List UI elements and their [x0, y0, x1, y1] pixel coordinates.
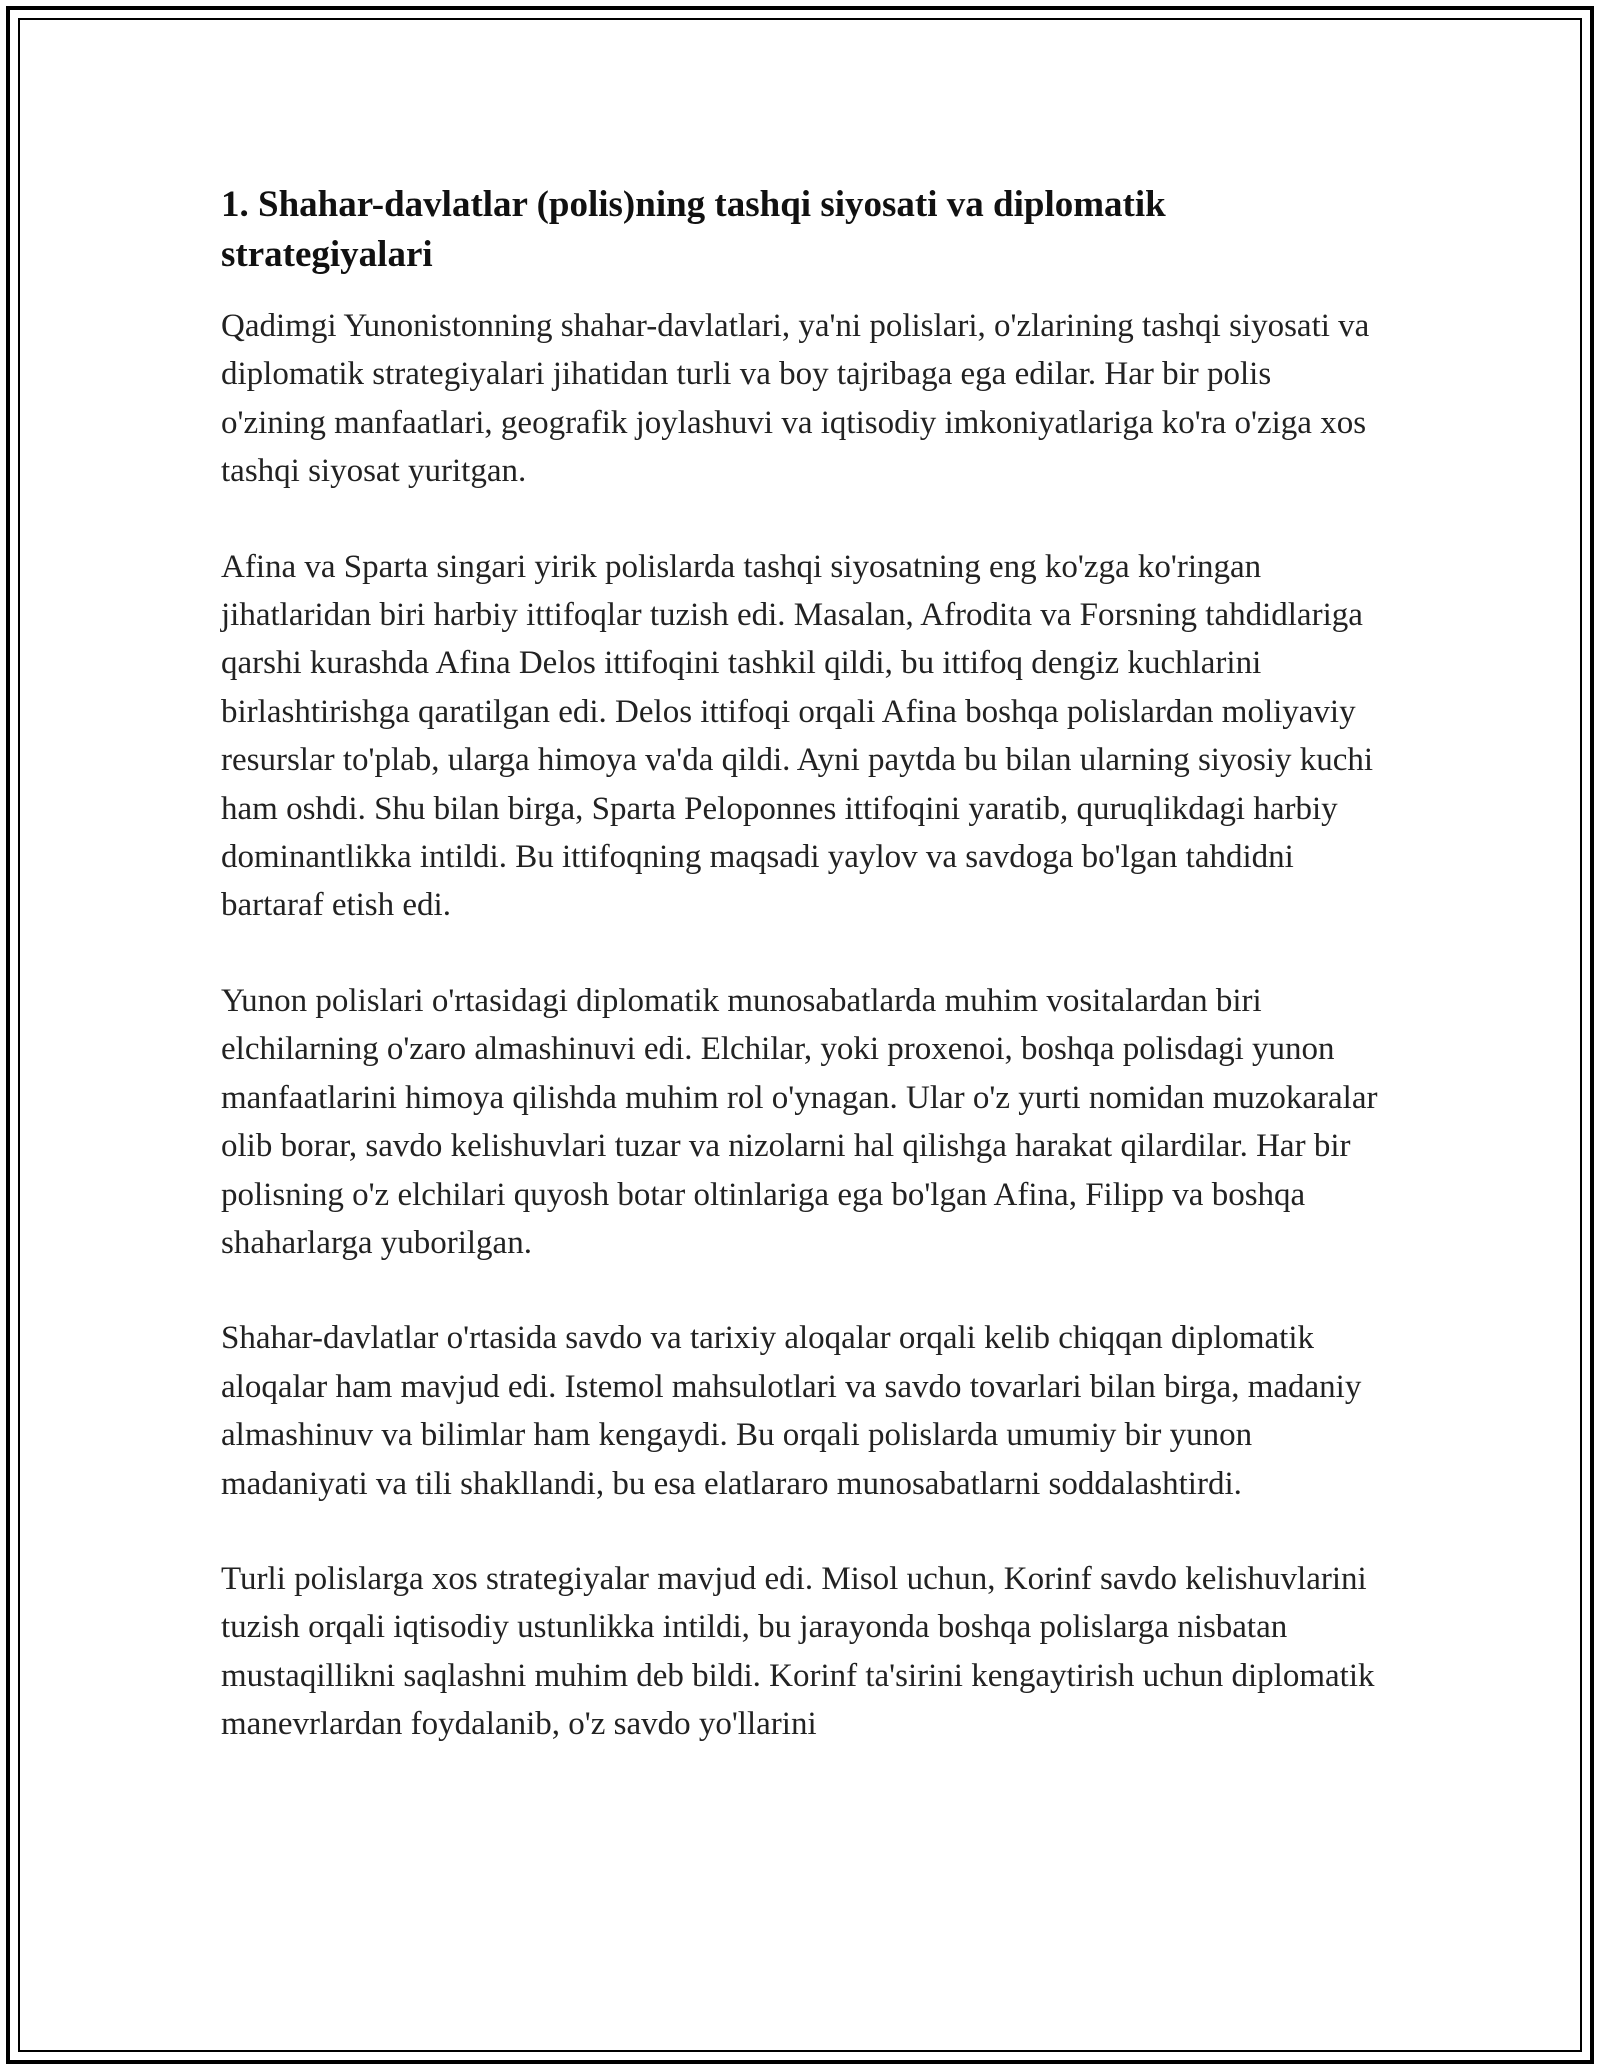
paragraph-trade-relations: Shahar-davlatlar o'rtasida savdo va tarixiy aloqalar orqali kelib chiqqan diplomatik aloqalar ham mavjud edi. Istemol mahsulotlari va savdo tovarlari bilan birga, madaniy almashinuv va bilimlar ham kengaydi. Bu orqali polislarda umumiy bir yunon madaniyati va tili shakllandi, bu esa elatlararo munosabatlarni soddalashtirdi.: [221, 1320, 1362, 1502]
section-heading: 1. Shahar-davlatlar (polis)ning tashqi siyosati va diplomatik strategiyalari: [221, 184, 1166, 275]
paragraph-intro: Qadimgi Yunonistonning shahar-davlatlari, ya'ni polislari, o'zlarining tashqi siyosati va diplomatik strategiyalari jihatidan turli va boy tajribaga ega edilar. Har bir polis o'zining manfaatlari, geografik joylashuvi va iqtisodiy imkoniyatlariga ko'ra o'ziga xos tashqi siyosat yuritgan.: [221, 308, 1370, 490]
paragraph-envoys: Yunon polislari o'rtasidagi diplomatik munosabatlarda muhim vositalardan biri elchilarning o'zaro almashinuvi edi. Elchilar, yoki proxenoi, boshqa polisdagi yunon manfaatlarini himoya qilishda muhim rol o'ynagan. Ular o'z yurti nomidan muzokaralar olib borar, savdo kelishuvlari tuzar va nizolarni hal qilishga harakat qilardilar. Har bir polisning o'z elchilari quyosh botar oltinlariga ega bo'lgan Afina, Filipp va boshqa shaharlarga yuborilgan.: [221, 982, 1378, 1261]
document-body: [221, 180, 1381, 1749]
paragraph-military-alliances: Afina va Sparta singari yirik polislarda tashqi siyosatning eng ko'zga ko'ringan jihatlaridan biri harbiy ittifoqlar tuzish edi. Masalan, Afrodita va Forsning tahdidlariga qarshi kurashda Afina Delos ittifoqini tashkil qildi, bu ittifoq dengiz kuchlarini birlashtirishga qaratilgan edi. Delos ittifoqi orqali Afina boshqa polislardan moliyaviy resurslar to'plab, ularga himoya va'da qildi. Ayni paytda bu bilan ularning siyosiy kuchi ham oshdi. Shu bilan birga, Sparta Peloponnes ittifoqini yaratib, quruqlikdagi harbiy dominantlikka intildi. Bu ittifoqning maqsadi yaylov va savdoga bo'lgan tahdidni bartaraf etish edi.: [221, 548, 1374, 924]
paragraph-strategies: Turli polislarga xos strategiyalar mavjud edi. Misol uchun, Korinf savdo kelishuvlarini tuzish orqali iqtisodiy ustunlikka intildi, bu jarayonda boshqa polislarga nisbatan mustaqillikni saqlashni muhim deb bildi. Korinf ta'sirini kengaytirish uchun diplomatik manevrlardan foydalanib, o'z savdo yo'llarini: [221, 1560, 1375, 1743]
